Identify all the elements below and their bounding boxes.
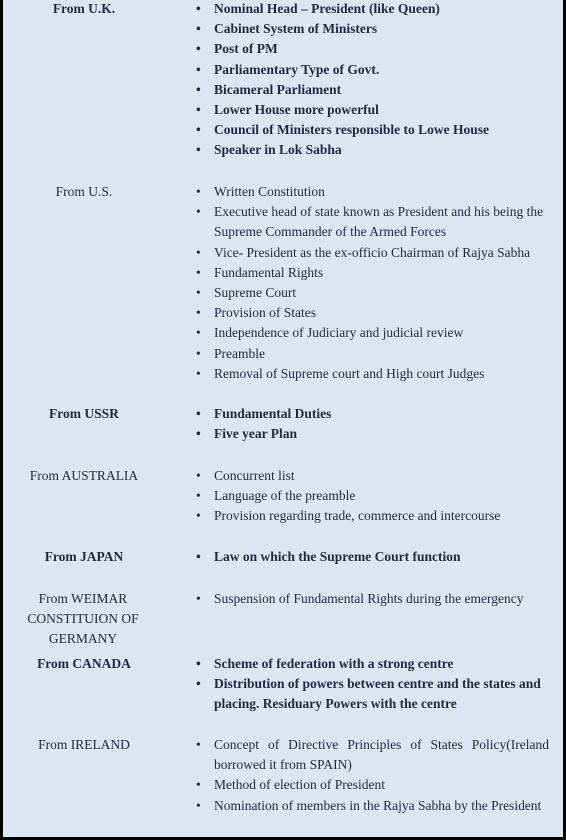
item-list (196, 589, 549, 609)
source-country-label: From U.S. (55, 184, 113, 199)
source-country-label: From AUSTRALIA (29, 468, 139, 483)
list-item: • Lower House more powerful (196, 100, 549, 120)
list-item: • Distribution of powers between centre and the states and placing. Residuary Powers with the centre (196, 674, 549, 714)
list-item: • Nominal Head – President (like Queen) (196, 0, 549, 19)
list-item: • Cabinet System of Ministers (196, 19, 549, 39)
item-list (196, 547, 549, 567)
list-item: • Language of the preamble (196, 486, 549, 506)
list-item: • Suspension of Fundamental Rights during the emergency (196, 589, 549, 609)
source-country-label: From USSR (49, 406, 119, 421)
list-item: • Concept of Directive Principles of States Policy(Ireland borrowed it from SPAIN) (196, 735, 549, 775)
item-list (196, 0, 549, 161)
list-item: • Speaker in Lok Sabha (196, 140, 549, 160)
list-item: • Parliamentary Type of Govt. (196, 60, 549, 80)
list-item: • Council of Ministers responsible to Lowe House (196, 120, 549, 140)
list-item: • Nomination of members in the Rajya Sabha by the President (196, 796, 549, 816)
document-page (3, 0, 563, 837)
source-country-label: From U.K. (52, 1, 116, 16)
source-country-label: From JAPAN (44, 549, 124, 564)
list-item: • Vice- President as the ex-officio Chairman of Rajya Sabha (196, 243, 549, 263)
source-country-label: From WEIMAR CONSTITUION OF GERMANY (27, 591, 139, 646)
list-item: • Law on which the Supreme Court function (196, 547, 549, 567)
list-item: • Scheme of federation with a strong centre (196, 654, 549, 674)
item-list (196, 654, 549, 715)
list-item: • Fundamental Duties (196, 404, 549, 424)
list-item: • Executive head of state known as President and his being the Supreme Commander of the Armed Forces (196, 202, 549, 242)
item-list (196, 404, 549, 444)
source-country-label: From CANADA (37, 656, 131, 671)
item-list (196, 735, 549, 816)
list-item: • Provision of States (196, 303, 549, 323)
list-item: • Concurrent list (196, 466, 549, 486)
list-item: • Method of election of President (196, 775, 549, 795)
list-item: • Five year Plan (196, 424, 549, 444)
list-item: • Supreme Court (196, 283, 549, 303)
list-item: • Removal of Supreme court and High court Judges (196, 364, 549, 384)
item-list (196, 466, 549, 527)
list-item: • Preamble (196, 344, 549, 364)
item-list (196, 182, 549, 384)
source-country-label: From IRELAND (38, 737, 130, 752)
list-item: • Fundamental Rights (196, 263, 549, 283)
list-item: • Bicameral Parliament (196, 80, 549, 100)
list-item: • Written Constitution (196, 182, 549, 202)
list-item: • Provision regarding trade, commerce and intercourse (196, 506, 549, 526)
list-item: • Post of PM (196, 39, 549, 59)
list-item: • Independence of Judiciary and judicial review (196, 323, 549, 343)
